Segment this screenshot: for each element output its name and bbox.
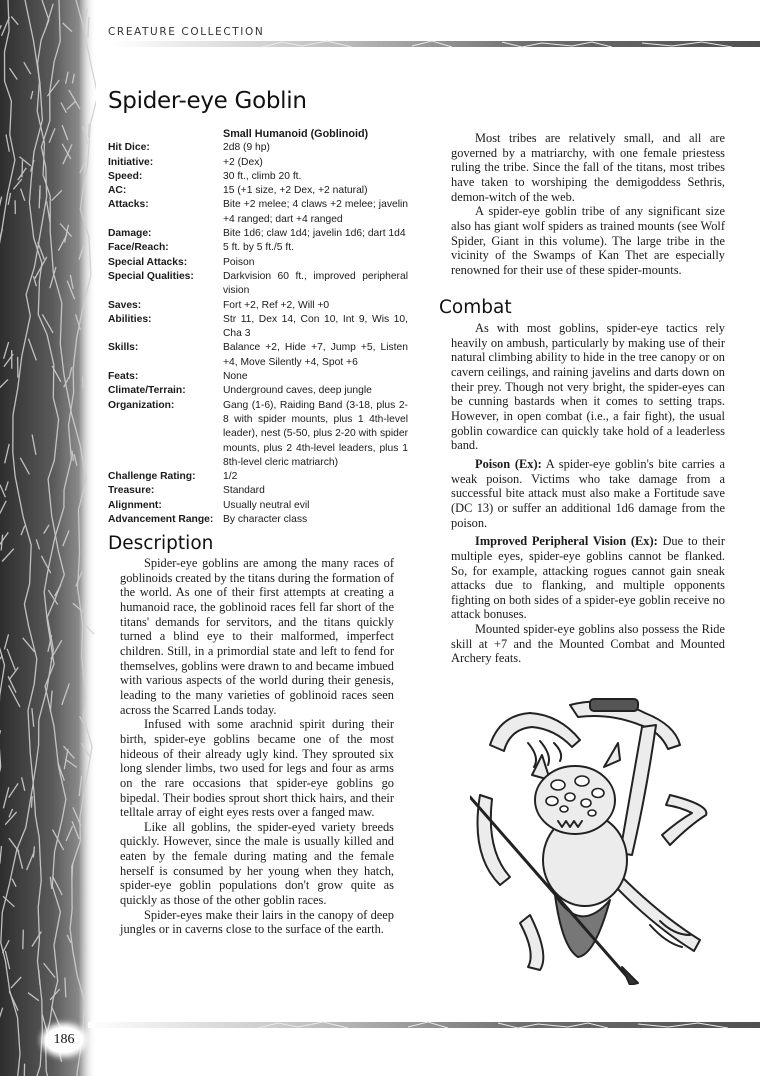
stat-label: Special Attacks: [108, 256, 188, 268]
stat-value: Darkvision 60 ft., improved peripheral vision [223, 270, 408, 297]
description-heading: Description [108, 533, 214, 554]
header-decorative-bar [112, 40, 760, 48]
stone-crack [89, 123, 90, 137]
combat-section [451, 321, 725, 666]
stat-value: 1/2 [223, 471, 238, 483]
stat-row [108, 141, 408, 155]
stat-value: Standard [223, 485, 265, 497]
ability-peripheral-vision [451, 534, 725, 622]
stone-crack [22, 160, 23, 177]
stat-row [108, 470, 408, 484]
stat-label: Face/Reach: [108, 242, 169, 254]
stone-crack [23, 930, 24, 950]
stat-row [108, 484, 408, 498]
stat-label: Skills: [108, 342, 139, 354]
stat-label: Organization: [108, 399, 175, 411]
stone-crack [72, 863, 73, 879]
cracked-stone-border [0, 0, 96, 1076]
stat-row [108, 299, 408, 313]
stat-value: 5 ft. by 5 ft./5 ft. [223, 242, 294, 254]
stat-row [108, 256, 408, 270]
description-paragraph: Spider-eye goblins are among the many races of goblinoids created by the titans during the formation of the world. As one of their first attempts at creating a humanoid race, the goblinoid races fell far short of the titans' demands for servitors, and the titans quickly turned a blind eye to their malformed, imperfect children. Still, in a primordial state and left to fend for themselves, goblins were drawn to and became imbued with various aspects of the world during their genesis, leading to the many varieties of goblinoid races seen across the Scarred Lands today. [120, 556, 394, 717]
description-paragraph: Most tribes are relatively small, and all are governed by a matriarchy, with one female priestess ruling the tribe. Since the fall of the titans, most tribes have taken to worshiping the demigoddess Sethris, demon-witch of the web. [451, 131, 725, 204]
stat-value: By character class [223, 514, 308, 526]
stat-label: Abilities: [108, 313, 152, 325]
stat-label: Special Qualities: [108, 270, 194, 282]
stat-value: +2 (Dex) [223, 156, 263, 168]
stat-label: Challenge Rating: [108, 471, 196, 483]
stat-row [108, 241, 408, 255]
creature-title: Spider-eye Goblin [108, 88, 307, 114]
description-paragraph: Spider-eyes make their lairs in the canopy of deep jungles or in caverns close to the surface of the earth. [120, 907, 394, 937]
stat-row [108, 399, 408, 470]
stat-label: Speed: [108, 170, 143, 182]
stat-row [108, 270, 408, 299]
stat-label: Damage: [108, 228, 152, 240]
stat-value: 30 ft., climb 20 ft. [223, 170, 302, 182]
stat-row [108, 184, 408, 198]
stat-row [108, 170, 408, 184]
stat-row [108, 370, 408, 384]
running-head: CREATURE COLLECTION [108, 26, 265, 38]
creature-type: Small Humanoid (Goblinoid) [223, 128, 369, 140]
stone-crack [31, 796, 32, 808]
stat-row [108, 513, 408, 527]
stone-crack [65, 978, 66, 998]
stat-row [108, 227, 408, 241]
ability-text: A spider-eye goblin's bite carries a weak poison. Victims who take damage from a successful bite attack must also make a Fortitude save (DC 13) or suffer an additional 1d6 damage from the poison. [451, 456, 725, 530]
description-paragraph: A spider-eye goblin tribe of any significant size also has giant wolf spiders as trained mounts (see Wolf Spider, Giant in this volume). The large tribe in the vicinity of the Swamps of Kan Thet are especially renowned for their use of these spider-mounts. [451, 204, 725, 277]
stat-row [108, 156, 408, 170]
stat-label: Attacks: [108, 199, 149, 211]
description-column-right [451, 131, 725, 278]
stat-label: Hit Dice: [108, 142, 150, 154]
description-paragraph: Like all goblins, the spider-eyed variety breeds quickly. However, since the male is usually killed and eaten by the female during mating and the female herself is consumed by her young when they hatch, spider-eye goblin populations don't grow quite as quickly as those of the other goblin races. [120, 819, 394, 908]
stat-value: Bite +2 melee; 4 claws +2 melee; javelin +4 ranged; dart +4 ranged [223, 199, 408, 225]
stone-crack [39, 190, 40, 208]
stat-value: Fort +2, Ref +2, Will +0 [223, 299, 330, 311]
stat-value: None [223, 371, 248, 383]
stat-value: Gang (1-6), Raiding Band (3-18, plus 2-8 with spider mounts, plus 1 4th-level leader), nest (5-50, plus 2-20 with spider mounts, plus 2 4th-level leaders, plus 1 8th-level cleric matriarch) [223, 399, 408, 468]
stat-value: Bite 1d6; claw 1d4; javelin 1d6; dart 1d4 [223, 228, 406, 240]
stone-crack [82, 377, 83, 388]
stone-crack [24, 1064, 25, 1076]
ability-name: Improved Peripheral Vision (Ex): [475, 534, 658, 549]
stat-block [108, 127, 408, 527]
stat-value: 2d8 (9 hp) [223, 142, 270, 154]
stat-label: Alignment: [108, 499, 162, 511]
stat-label: Treasure: [108, 485, 155, 497]
stat-label: Advancement Range: [108, 514, 214, 526]
stat-value: 15 (+1 size, +2 Dex, +2 natural) [223, 185, 368, 197]
description-column-left [120, 556, 394, 937]
ability-name: Poison (Ex): [475, 456, 542, 471]
stat-label: Initiative: [108, 156, 154, 168]
stat-row [108, 313, 408, 342]
stat-label: Saves: [108, 299, 142, 311]
description-paragraph: Infused with some arachnid spirit during their birth, spider-eye goblins became one of the most hideous of their already ugly kind. They sprouted six long slender limbs, two used for legs and four as arms on the rare occasions that spider-eye goblins go bipedal. Their bodies sprout short thick hairs, and their telltale array of eight eyes rests over a fanged maw. [120, 717, 394, 820]
stat-row [108, 198, 408, 227]
page-number: 186 [45, 1027, 83, 1053]
combat-heading: Combat [439, 297, 512, 318]
stat-value: Str 11, Dex 14, Con 10, Int 9, Wis 10, Cha 3 [223, 313, 408, 340]
stat-row [108, 341, 408, 370]
stat-row [108, 499, 408, 513]
stat-value: Poison [223, 256, 255, 268]
stat-label: Climate/Terrain: [108, 385, 186, 397]
stat-label: Feats: [108, 371, 139, 383]
stat-value: Balance +2, Hide +7, Jump +5, Listen +4, Move Silently +4, Spot +6 [223, 342, 408, 368]
stat-value: Usually neutral evil [223, 499, 310, 511]
spider-eye-goblin-illustration [470, 685, 730, 985]
stat-label: AC: [108, 185, 127, 197]
ability-text: Due to their multiple eyes, spider-eye goblins cannot be flanked. So, for example, attacking rogues cannot gain sneak attacks due to flanking, and multiple opponents fighting on both sides of a spider-eye goblin receive no attack bonuses. [451, 534, 725, 622]
footer-decorative-bar [88, 1021, 760, 1029]
combat-closing: Mounted spider-eye goblins also possess the Ride skill at +7 and the Mounted Combat and Mounted Archery feats. [451, 622, 725, 666]
stat-value: Underground caves, deep jungle [223, 385, 372, 397]
ability-poison [451, 457, 725, 530]
stat-row [108, 384, 408, 398]
combat-intro: As with most goblins, spider-eye tactics rely heavily on ambush, particularly by making use of their natural climbing ability to hide in the tree canopy or on cavern ceilings, and raining javelins and darts down on their prey. Though not very bright, the spider-eyes can be cunning bastards when it comes to setting traps. However, in open combat (i.e., a fair fight), the usual goblin cowardice can quickly take hold of a leaderless band. [451, 321, 725, 453]
